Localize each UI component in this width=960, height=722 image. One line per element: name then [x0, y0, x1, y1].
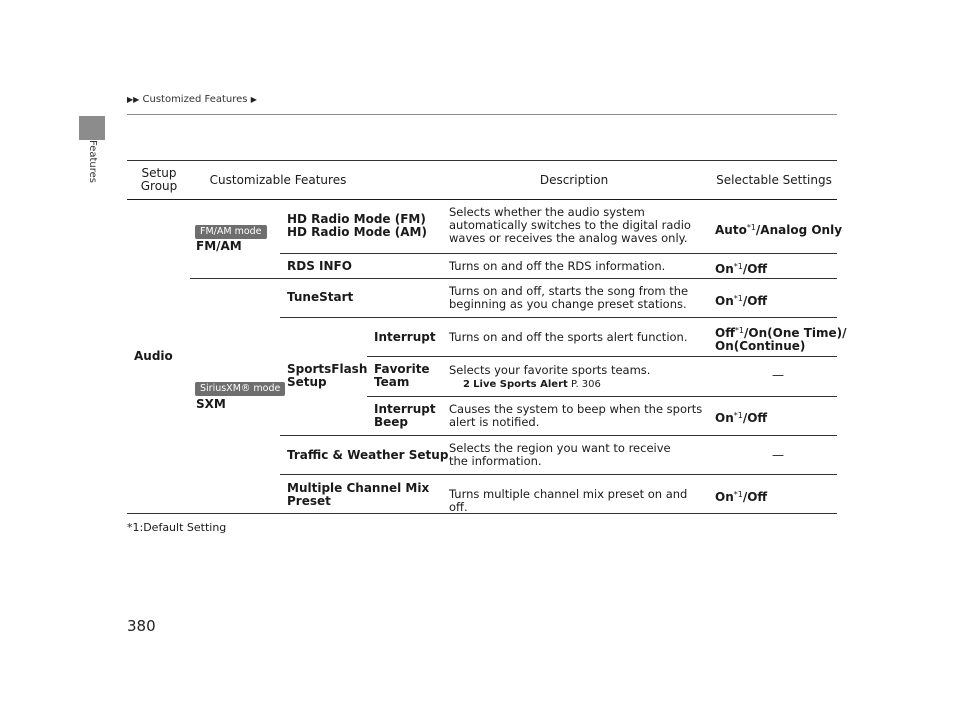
fm-am-label: FM/AM — [196, 239, 242, 253]
header-setup-group: Setup Group — [140, 166, 178, 193]
reference-arrow-icon: 2 — [463, 379, 470, 390]
feature-rds-info: RDS INFO — [287, 259, 352, 273]
footnote-mark: *1 — [734, 326, 745, 335]
setting-interrupt: Off$^{*1}$/On(One Time)/ On(Continue) — [715, 326, 847, 353]
sidebar-tab-marker — [79, 116, 105, 140]
footnote-mark: *1 — [733, 294, 743, 303]
feature-multiple-channel-mix-preset: Multiple Channel Mix Preset — [287, 481, 430, 508]
row-divider — [367, 356, 837, 357]
sidebar-tab-label: Features — [87, 140, 98, 183]
breadcrumb-arrow-icon: ▶ — [250, 95, 257, 104]
setting-value: Off — [747, 490, 768, 504]
setting-value: Off — [747, 294, 768, 308]
cross-reference-link[interactable] — [463, 378, 601, 391]
feature-tunestart: TuneStart — [287, 290, 354, 304]
row-divider — [280, 474, 837, 475]
breadcrumb[interactable] — [127, 94, 257, 105]
setting-default-value: Off — [715, 326, 735, 340]
row-divider — [280, 253, 837, 254]
description-favorite-team: Selects your favorite sports teams. — [449, 363, 651, 377]
breadcrumb-section[interactable]: Customized Features — [142, 94, 248, 105]
group-audio: Audio — [134, 349, 173, 363]
table-header-rule — [127, 199, 837, 200]
setting-value: On(One Time)/ On(Continue) — [715, 326, 847, 353]
header-description: Description — [539, 173, 609, 187]
footnote-mark: *1 — [733, 262, 743, 271]
feature-sportsflash-setup: SportsFlash Setup — [287, 362, 368, 389]
row-divider — [280, 435, 837, 436]
page-number: 380 — [127, 617, 156, 635]
setting-default-value: Auto — [715, 223, 747, 237]
subfeature-interrupt: Interrupt — [374, 330, 436, 344]
description-interrupt-beep: Causes the system to beep when the sports alert is notified. — [449, 402, 703, 429]
setting-default-value: On — [715, 411, 734, 425]
feature-hd-radio-mode: HD Radio Mode (FM) HD Radio Mode (AM) — [287, 212, 427, 239]
footnote-mark: *1 — [733, 411, 743, 420]
footnote-mark: *1 — [733, 490, 743, 499]
reference-page: P. 306 — [570, 379, 601, 390]
reference-title: Live Sports Alert — [473, 379, 568, 390]
setting-rds: On$^{*1}$/Off — [715, 262, 768, 276]
setting-value: Analog Only — [760, 223, 843, 237]
subfeature-interrupt-beep: Interrupt Beep — [374, 402, 436, 429]
description-tunestart: Turns on and off, starts the song from the beginning as you change preset stations. — [449, 284, 689, 311]
siriusxm-mode-badge: SiriusXM® mode — [195, 382, 285, 396]
setting-favorite-team: — — [772, 368, 784, 382]
setting-multiple-channel-mix: On$^{*1}$/Off — [715, 490, 768, 504]
header-selectable-settings: Selectable Settings — [716, 173, 832, 187]
description-hd-radio: Selects whether the audio system automatically switches to the digital radio waves or receives the analog waves only. — [449, 205, 691, 245]
header-customizable-features: Customizable Features — [209, 173, 347, 187]
sidebar-tab[interactable] — [84, 140, 100, 210]
setting-default-value: On — [715, 262, 734, 276]
setting-tunestart: On$^{*1}$/Off — [715, 294, 768, 308]
row-divider — [190, 278, 837, 279]
setting-traffic-weather: — — [772, 448, 784, 462]
sxm-label: SXM — [196, 397, 226, 411]
setting-hd-radio: Auto$^{*1}$/Analog Only — [715, 223, 843, 237]
row-divider — [367, 396, 837, 397]
subfeature-favorite-team: Favorite Team — [374, 362, 430, 389]
setting-value: Off — [747, 411, 768, 425]
footnote-mark: *1 — [746, 223, 756, 232]
row-divider — [280, 317, 837, 318]
description-interrupt: Turns on and off the sports alert function. — [449, 330, 688, 344]
description-traffic-weather: Selects the region you want to receive the information. — [449, 441, 671, 468]
setting-interrupt-beep: On$^{*1}$/Off — [715, 411, 768, 425]
header-divider — [127, 114, 837, 115]
table-top-rule — [127, 160, 837, 161]
feature-traffic-weather-setup: Traffic & Weather Setup — [287, 448, 449, 462]
fm-am-mode-badge: FM/AM mode — [195, 225, 267, 239]
setting-value: Off — [747, 262, 768, 276]
footnote-default-setting: *1:Default Setting — [127, 521, 227, 534]
description-rds: Turns on and off the RDS information. — [449, 259, 666, 273]
breadcrumb-arrow-icon: ▶▶ — [127, 95, 140, 104]
setting-default-value: On — [715, 294, 734, 308]
description-multiple-channel-mix: Turns multiple channel mix preset on and off. — [449, 487, 688, 514]
setting-default-value: On — [715, 490, 734, 504]
